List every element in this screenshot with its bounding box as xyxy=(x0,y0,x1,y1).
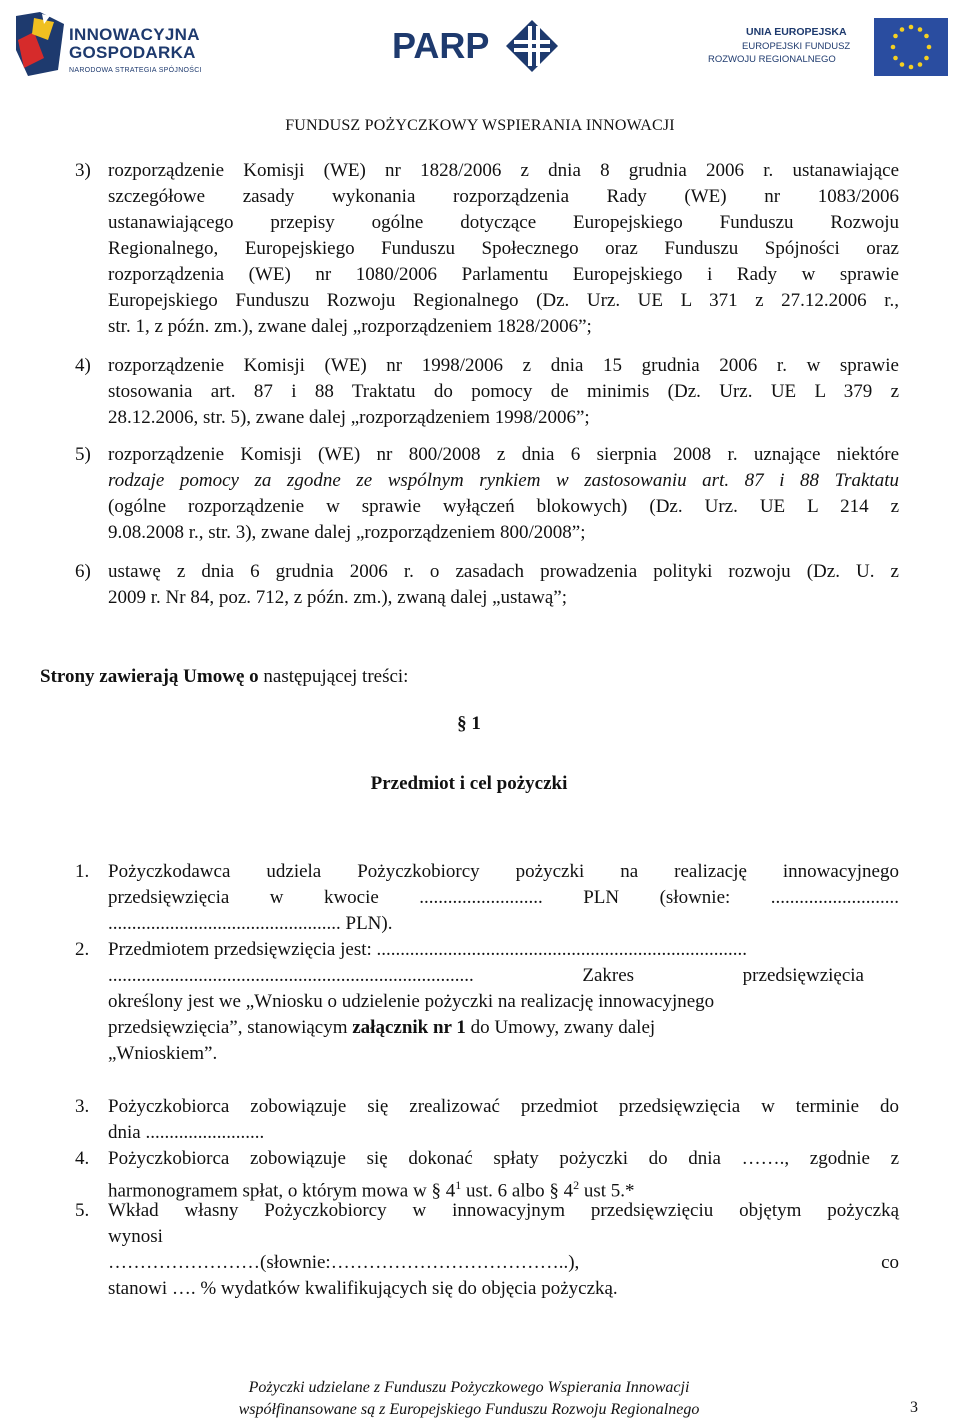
page-footer xyxy=(0,1377,938,1421)
text-line: str. 1, z późn. zm.), zwane dalej „rozporządzeniem 1828/2006”; xyxy=(108,316,592,337)
point-5 xyxy=(75,1198,899,1302)
text-segment: ……………………(słownie:………………………………..), xyxy=(108,1252,580,1273)
text-line: Europejskiego Funduszu Rozwoju Regionalnego (Dz. Urz. UE L 371 z 27.12.2006 r., xyxy=(108,290,899,311)
item-body xyxy=(108,158,899,340)
definition-item-4 xyxy=(75,353,899,431)
definition-item-5 xyxy=(75,442,899,546)
attachment-reference: załącznik nr 1 xyxy=(352,1017,466,1038)
paragraph-title: Przedmiot i cel pożyczki xyxy=(370,773,568,794)
text-line: Przedmiotem przedsięwzięcia jest: .............................................................................. xyxy=(108,939,748,960)
text-line: szczegółowe zasady wykonania rozporządzenia Rady (WE) nr 1083/2006 xyxy=(108,186,899,207)
text-line: określony jest we „Wniosku o udzielenie pożyczki na realizację innowacyjnego xyxy=(108,991,715,1012)
definition-item-3 xyxy=(75,158,899,340)
text-segment: przedsięwzięcia”, stanowiącym xyxy=(108,1017,348,1038)
item-number: 5) xyxy=(75,444,91,465)
point-1 xyxy=(75,859,899,937)
text-line: rozporządzenie Komisji (WE) nr 800/2008 z dnia 6 sierpnia 2008 r. uznające niektóre xyxy=(108,444,899,465)
point-number: 2. xyxy=(75,939,90,960)
superscript: 2 xyxy=(573,1178,580,1192)
text-line: stanowi …. % wydatków kwalifikujących się do objęcia pożyczką. xyxy=(108,1278,618,1299)
point-body xyxy=(108,937,868,1067)
point-number: 4. xyxy=(75,1148,90,1169)
ig-subtitle: NARODOWA STRATEGIA SPÓJNOŚCI xyxy=(69,67,202,74)
text-line: przedsięwzięcia w kwocie .......................... PLN (słownie: ........................... xyxy=(108,887,899,908)
text-line: ustanawiającego przepisy ogólne dotyczące Europejskiego Funduszu Rozwoju xyxy=(108,212,899,233)
ue-text-logo xyxy=(702,10,872,82)
eu-flag xyxy=(874,10,948,82)
item-body xyxy=(108,559,899,611)
text-line: (ogólne rozporządzenie w sprawie wyłączeń blokowych) (Dz. Urz. UE L 214 z xyxy=(108,496,899,517)
text-line: Regionalnego, Europejskiego Funduszu Społecznego oraz Funduszu Spójności oraz xyxy=(108,238,899,259)
point-body xyxy=(108,1094,899,1146)
point-3 xyxy=(75,1094,899,1146)
text-line: 9.08.2008 r., str. 3), zwane dalej „rozporządzeniem 800/2008”; xyxy=(108,522,586,543)
text-line: Pożyczkobiorca zobowiązuje się zrealizować przedmiot przedsięwzięcia w terminie do xyxy=(108,1096,899,1117)
superscript: 1 xyxy=(455,1178,462,1192)
item-number: 3) xyxy=(75,160,91,181)
text-line: wynosi xyxy=(108,1226,163,1247)
parties-statement-normal: następującej treści: xyxy=(258,666,409,687)
text-line: dnia ......................... xyxy=(108,1122,265,1143)
innowacyjna-gospodarka-logo xyxy=(14,10,229,82)
ue-line-1: UNIA EUROPEJSKA xyxy=(746,26,847,38)
text-segment: ust 5.* xyxy=(579,1180,635,1202)
item-number: 6) xyxy=(75,561,91,582)
parp-emblem-icon xyxy=(504,18,560,74)
header-logos xyxy=(14,10,946,82)
point-body xyxy=(108,1146,899,1204)
text-segment: do Umowy, zwany dalej xyxy=(470,1017,656,1038)
text-line: 2009 r. Nr 84, poz. 712, z późn. zm.), zwaną dalej „ustawą”; xyxy=(108,587,568,608)
text-line: „Wnioskiem”. xyxy=(108,1043,218,1064)
text-line xyxy=(108,1015,868,1041)
text-line: rozporządzenie Komisji (WE) nr 1998/2006 z dnia 15 grudnia 2006 r. w sprawie xyxy=(108,355,899,376)
point-4 xyxy=(75,1146,899,1204)
point-number: 3. xyxy=(75,1096,90,1117)
footer-line-1: Pożyczki udzielane z Funduszu Pożyczkowego Wspierania Innowacji xyxy=(248,1379,690,1396)
text-segment: ust. 6 albo § 4 xyxy=(461,1180,574,1202)
text-line: ustawę z dnia 6 grudnia 2006 r. o zasadach prowadzenia polityki rozwoju (Dz. U. z xyxy=(108,561,899,582)
text-line: Wkład własny Pożyczkobiorcy w innowacyjnym przedsięwzięciu objętym pożyczką xyxy=(108,1200,899,1221)
parp-logo xyxy=(392,10,567,82)
fund-title: FUNDUSZ POŻYCZKOWY WSPIERANIA INNOWACJI xyxy=(285,117,675,134)
parties-statement-bold: Strony zawierają Umowę o xyxy=(40,666,259,687)
text-segment: co xyxy=(881,1252,899,1273)
eu-flag-icon xyxy=(874,18,948,76)
ig-title-line-1: INNOWACYJNA xyxy=(69,25,200,44)
text-line: Pożyczkodawca udziela Pożyczkobiorcy pożyczki na realizację innowacyjnego xyxy=(108,861,899,882)
point-body xyxy=(108,859,899,937)
text-line: stosowania art. 87 i 88 Traktatu do pomocy de minimis (Dz. Urz. UE L 379 z xyxy=(108,381,899,402)
text-line: rodzaje pomocy za zgodne ze wspólnym rynkiem w zastosowaniu art. 87 i 88 Traktatu xyxy=(108,470,899,491)
ue-line-2: EUROPEJSKI FUNDUSZ xyxy=(742,41,851,52)
point-number: 1. xyxy=(75,861,90,882)
footer-line-2: współfinansowane są z Europejskiego Funduszu Rozwoju Regionalnego xyxy=(238,1401,700,1418)
ig-title xyxy=(69,26,200,62)
ue-line-3: ROZWOJU REGIONALNEGO xyxy=(708,54,836,65)
paragraph-sign: § 1 xyxy=(457,713,481,734)
definition-item-6 xyxy=(75,559,899,611)
text-line: rozporządzenia (WE) nr 1080/2006 Parlamentu Europejskiego i Rady w sprawie xyxy=(108,264,899,285)
text-line: Pożyczkobiorca zobowiązuje się dokonać spłaty pożyczki do dnia ……., zgodnie z xyxy=(108,1148,899,1169)
parp-wordmark: PARP xyxy=(392,25,490,66)
text-line: ................................................. PLN). xyxy=(108,913,393,934)
ig-title-line-2: GOSPODARKA xyxy=(69,43,196,62)
parties-statement xyxy=(40,664,408,690)
point-2 xyxy=(75,937,899,1067)
text-line: 28.12.2006, str. 5), zwane dalej „rozporządzeniem 1998/2006”; xyxy=(108,407,590,428)
point-body xyxy=(108,1198,899,1302)
text-line xyxy=(108,1250,899,1276)
text-line: rozporządzenie Komisji (WE) nr 1828/2006 z dnia 8 grudnia 2006 r. ustanawiające xyxy=(108,160,899,181)
item-number: 4) xyxy=(75,355,91,376)
item-body xyxy=(108,353,899,431)
page-number: 3 xyxy=(910,1399,918,1416)
innowacyjna-gospodarka-emblem-icon xyxy=(14,10,66,82)
text-line: ............................................................................. Zakres przedsięwzięcia xyxy=(108,965,864,986)
text-segment: harmonogramem spłat, o którym mowa w § 4 xyxy=(108,1180,456,1202)
item-body xyxy=(108,442,899,546)
point-number: 5. xyxy=(75,1200,90,1221)
